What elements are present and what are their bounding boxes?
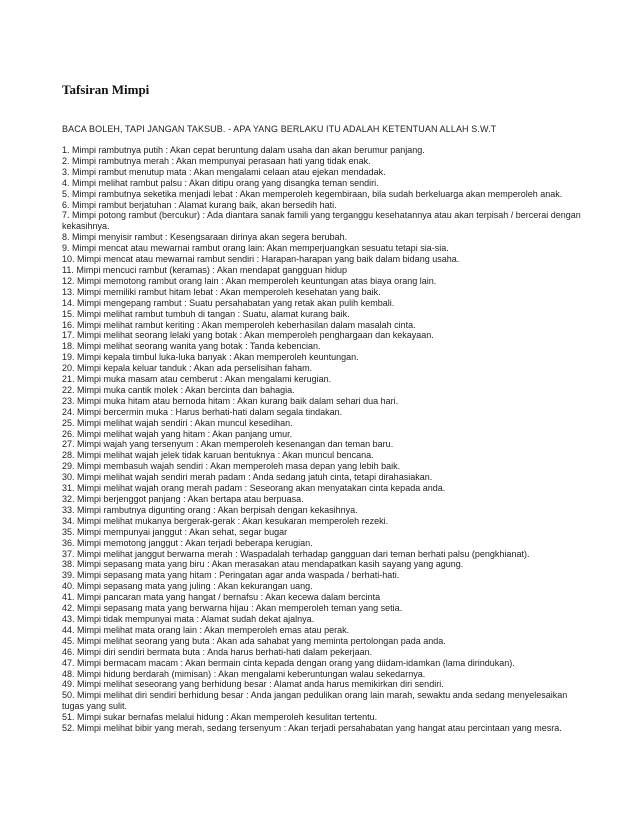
list-item: 24. Mimpi bercermin muka : Harus berhati-hati dalam segala tindakan. [62,406,343,417]
list-item: 35. Mimpi mempunyai janggut : Akan sehat, segar bugar [62,526,288,537]
list-item: 28. Mimpi melihat wajah jelek tidak karuan bentuknya : Akan muncul bencana. [62,450,374,461]
list-item: 19. Mimpi kepala timbul luka-luka banyak : Akan memperoleh keuntungan. [62,352,359,363]
list-item: 16. Mimpi melihat rambut keriting : Akan memperoleh keberhasilan dalam masalah cinta. [62,319,416,330]
list-item: 2. Mimpi rambutnya merah : Akan mempunyai perasaan hati yang tidak enak. [62,155,371,166]
list-item: 39. Mimpi sepasang mata yang hitam : Peringatan agar anda waspada / berhati-hati. [62,570,400,581]
list-item: 46. Mimpi diri sendiri bermata buta : Anda harus berhati-hati dalam pekerjaan. [62,646,373,657]
list-item: 29. Mimpi membasuh wajah sendiri : Akan memperoleh masa depan yang lebih baik. [62,461,401,472]
document-title: Tafsiran Mimpi [62,82,150,97]
list-item: 26. Mimpi melihat wajah yang hitam : Akan panjang umur. [62,428,293,439]
list-item: 31. Mimpi melihat wajah orang merah padam : Seseorang akan menyatakan cinta kepada anda. [62,483,446,494]
list-item: 21. Mimpi muka masam atau cemberut : Akan mengalami kerugian. [62,374,332,385]
document-page [62,82,582,734]
list-item: 36. Mimpi memotong janggut : Akan terjadi beberapa kerugian. [62,537,313,548]
list-item: 15. Mimpi melihat rambut tumbuh di tangan : Suatu, alamat kurang baik. [62,308,350,319]
list-item: 20. Mimpi kepala keluar tanduk : Akan ada perselisihan faham. [62,363,313,374]
list-item: 14. Mimpi mengepang rambut : Suatu persahabatan yang retak akan pulih kembali. [62,297,395,308]
list-item: 38. Mimpi sepasang mata yang biru : Akan merasakan atau mendapatkan kasih sayang yang agung. [62,559,464,570]
list-item: 9. Mimpi mencat atau mewarnai rambut orang lain: Akan memperjuangkan sesuatu tetapi sia-sia. [62,243,449,254]
list-item: 47. Mimpi bermacam macam : Akan bermain cinta kepada dengan orang yang diidam-idamkan (lama dirindukan). [62,657,515,668]
list-item: 8. Mimpi menyisir rambut : Kesengsaraan dirinya akan segera berubah. [62,232,348,243]
list-item: 50. Mimpi melihat diri sendiri berhidung besar : Anda jangan pedulikan orang lain marah, sewaktu anda sedang menyelesaikan tugas yang sulit. [62,690,568,712]
list-item: 3. Mimpi rambut menutup mata : Akan mengalami celaan atau ejekan mendadak. [62,166,386,177]
list-item: 44. Mimpi melihat mata orang lain : Akan memperoleh emas atau perak. [62,624,350,635]
list-item: 5. Mimpi rambutnya seketika menjadi lebat : Akan memperoleh kegembiraan, bila sudah berkeluarga akan memperoleh anak. [62,188,563,199]
list-item: 12. Mimpi memotong rambut orang lain : Akan memperoleh keuntungan atas biaya orang lain. [62,275,437,286]
dream-list [62,145,582,734]
list-item: 4. Mimpi melihat rambut palsu : Akan ditipu orang yang disangka teman sendiri. [62,177,379,188]
list-item: 25. Mimpi melihat wajah sendiri : Akan muncul kesedihan. [62,417,293,428]
list-item: 13. Mimpi memiliki rambut hitam lebat : Akan memperoleh kesehatan yang baik. [62,286,381,297]
list-item: 30. Mimpi melihat wajah sendiri merah padam : Anda sedang jatuh cinta, tetapi dirahasiakan. [62,472,433,483]
list-item: 34. Mimpi melihat mukanya bergerak-gerak : Akan kesukaran memperoleh rezeki. [62,515,389,526]
list-item: 27. Mimpi wajah yang tersenyum : Akan memperoleh kesenangan dan teman baru. [62,439,394,450]
list-item: 23. Mimpi muka hitam atau bernoda hitam : Akan kurang baik dalam sehari dua hari. [62,395,399,406]
list-item: 32. Mimpi berjenggot panjang : Akan bertapa atau berpuasa. [62,494,304,504]
list-item: 22. Mimpi muka cantik molek : Akan bercinta dan bahagia. [62,384,295,395]
list-item: 42. Mimpi sepasang mata yang berwarna hijau : Akan memperoleh teman yang setia. [62,603,403,614]
list-item: 33. Mimpi rambutnya digunting orang : Akan berpisah dengan kekasihnya. [62,504,358,515]
list-item: 11. Mimpi mencuci rambut (keramas) : Akan mendapat gangguan hidup [62,264,347,275]
list-item: 1. Mimpi rambutnya putih : Akan cepat beruntung dalam usaha dan akan berumur panjang. [62,145,425,155]
list-item: 49. Mimpi melihat seseorang yang berhidung besar : Alamat anda harus memikirkan diri sendiri. [62,679,444,690]
list-item: 7. Mimpi potong rambut (bercukur) : Ada diantara sanak famili yang terganggu kesehatannya atau akan terpisah / bercerai dengan kekasihnya. [62,210,581,232]
list-item: 48. Mimpi hidung berdarah (mimisan) : Akan mengalami keberuntungan walau sekedarnya. [62,668,426,679]
list-item: 43. Mimpi tidak mempunyai mata : Alamat sudah dekat ajalnya. [62,613,315,624]
list-item: 40. Mimpi sepasang mata yang juling : Akan kekurangan uang. [62,581,313,592]
list-item: 52. Mimpi melihat bibir yang merah, sedang tersenyum : Akan terjadi persahabatan yang hangat atau percintaan yang mesra. [62,723,562,734]
list-item: 41. Mimpi pancaran mata yang hangat / bernafsu : Akan kecewa dalam bercinta [62,592,381,603]
document-subtitle: BACA BOLEH, TAPI JANGAN TAKSUB. - APA YANG BERLAKU ITU ADALAH KETENTUAN ALLAH S.W.T [62,124,497,134]
list-item: 18. Mimpi melihat seorang wanita yang botak : Tanda kebencian. [62,341,321,352]
list-item: 6. Mimpi rambut berjatuhan : Alamat kurang baik, akan bersedih hati. [62,199,337,210]
list-item: 10. Mimpi mencat atau mewarnai rambut sendiri : Harapan-harapan yang baik dalam bidang usaha. [62,254,460,265]
list-item: 51. Mimpi sukar bernafas melalui hidung : Akan memperoleh kesulitan tertentu. [62,712,378,723]
list-item: 17. Mimpi melihat seorang lelaki yang botak : Akan memperoleh penghargaan dan kekayaan. [62,330,434,341]
list-item: 37. Mimpi melihat janggut berwarna merah : Waspadalah terhadap gangguan dari teman berhati palsu (pengkhianat). [62,548,530,559]
list-item: 45. Mimpi melihat seorang yang buta : Akan ada sahabat yang meminta pertolongan pada anda. [62,635,446,646]
